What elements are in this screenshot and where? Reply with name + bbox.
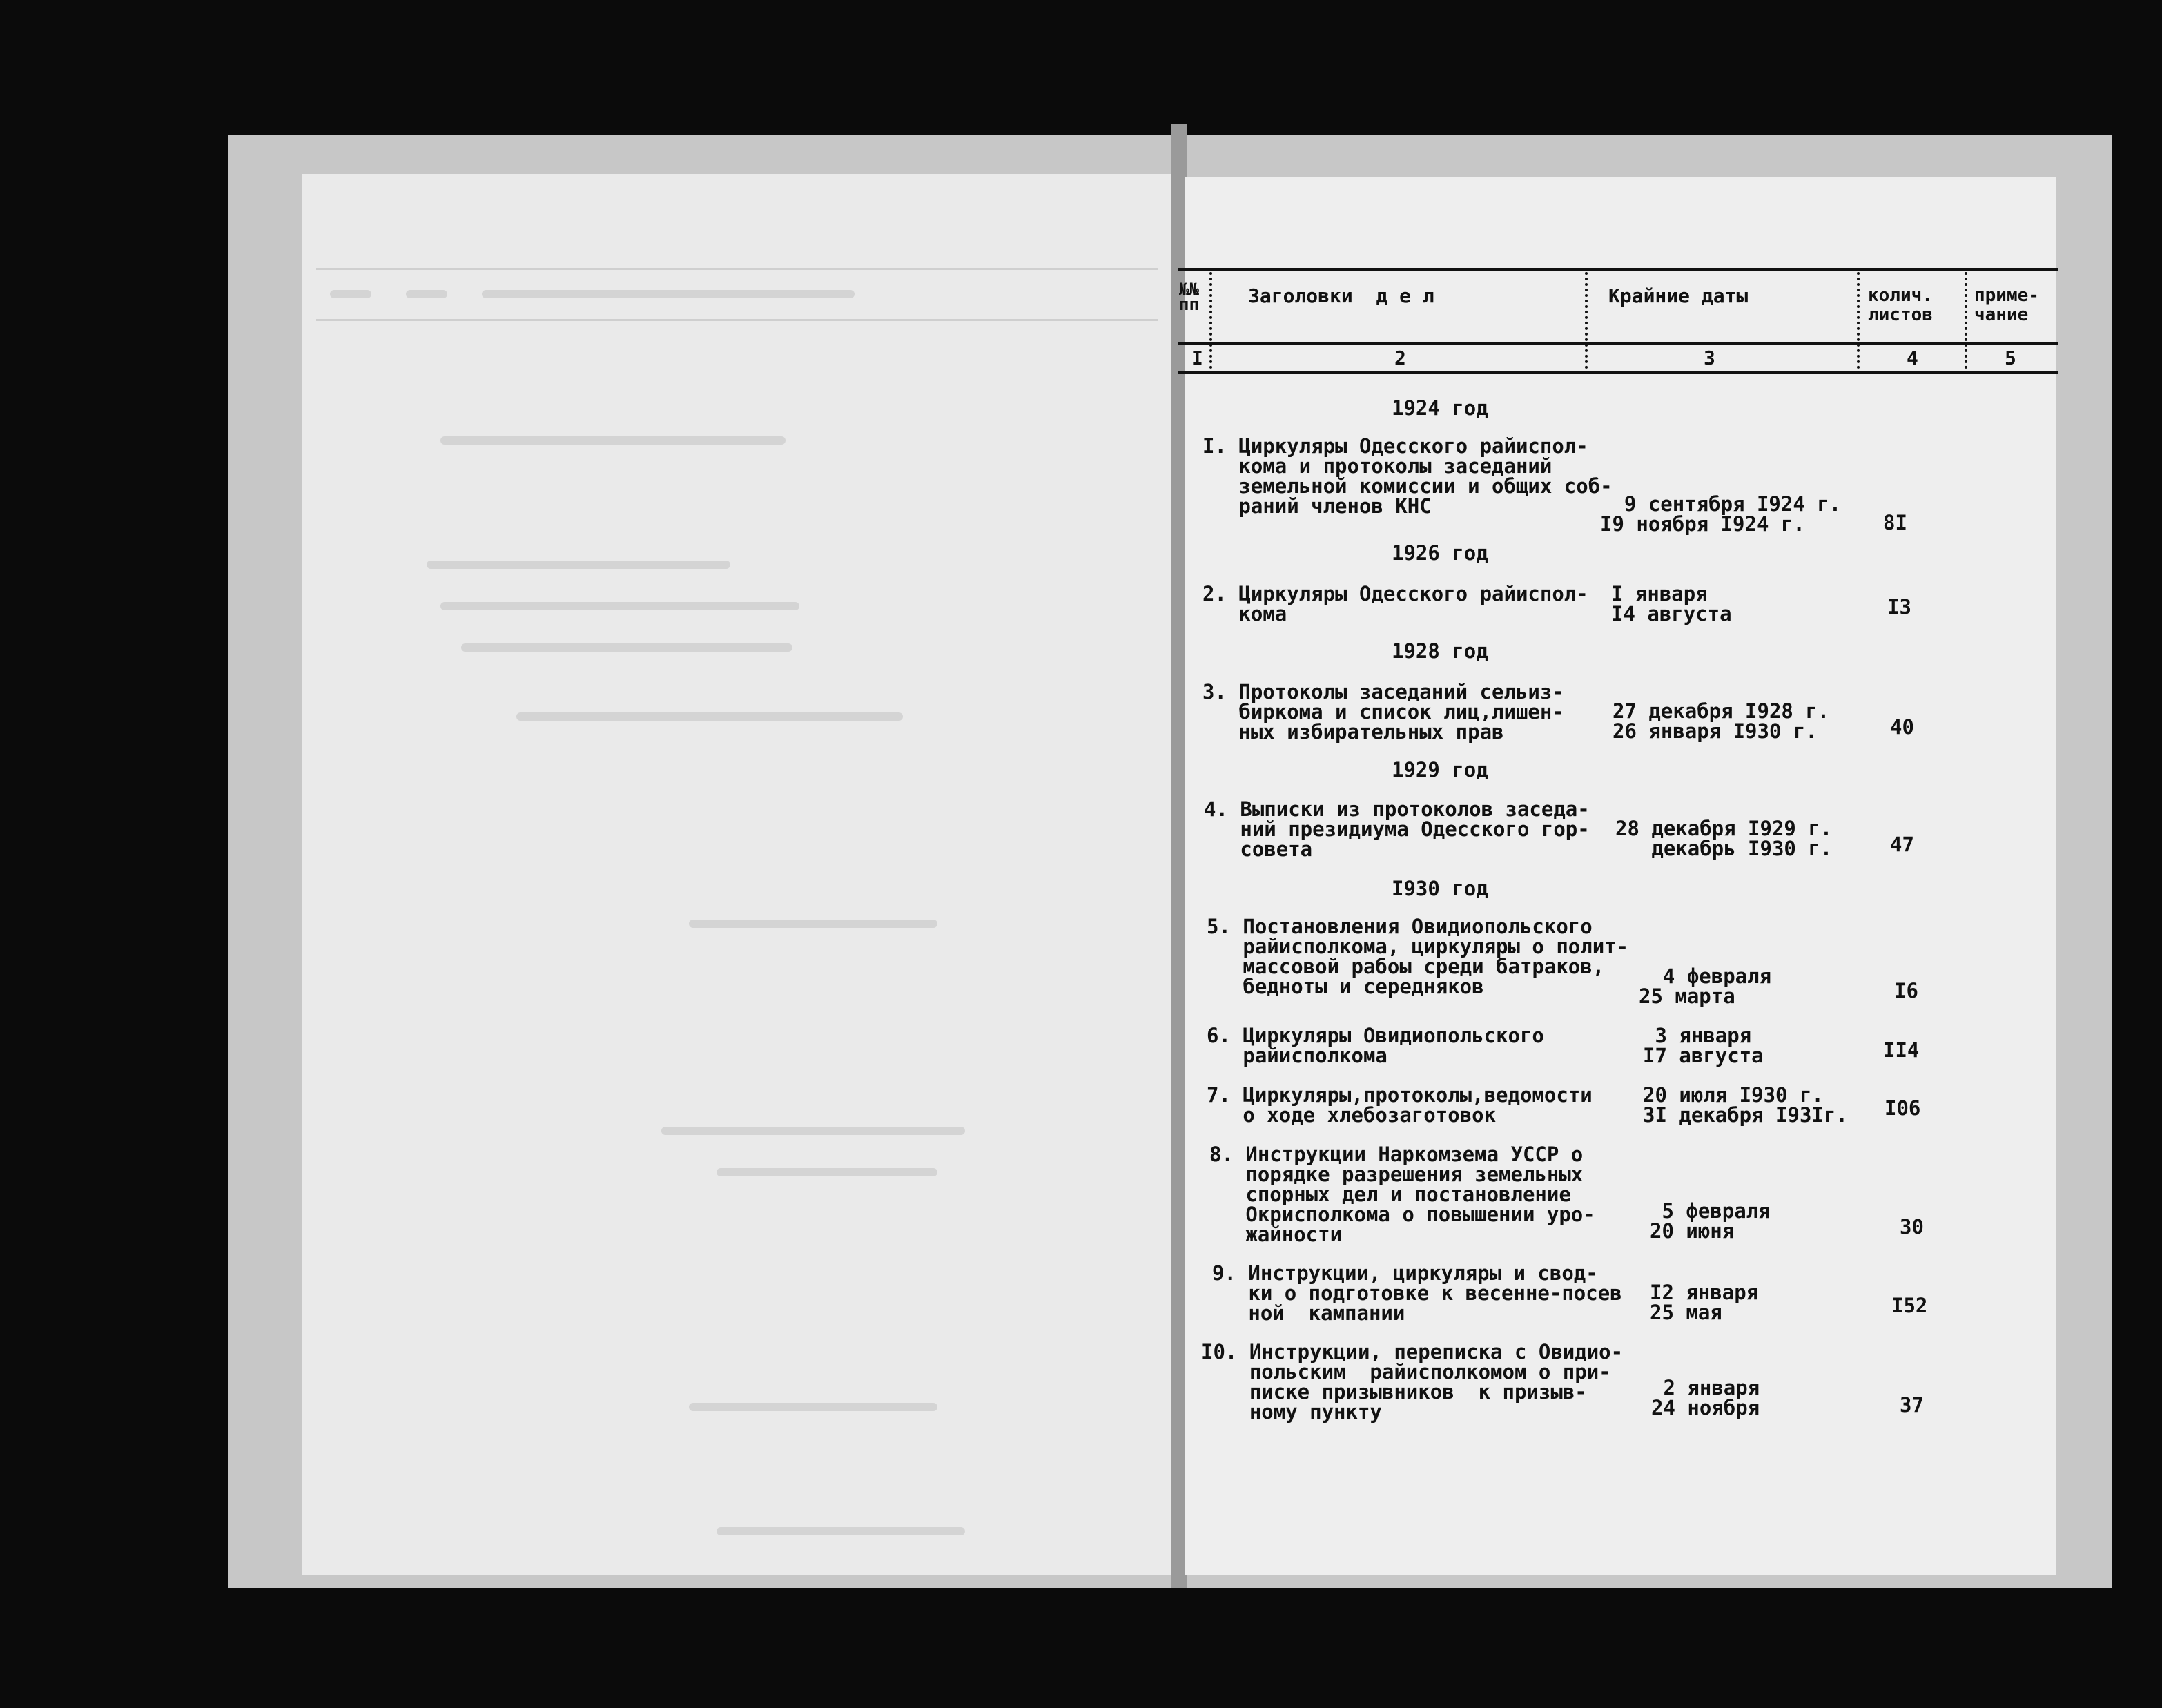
case-sheet-count: 40 (1890, 715, 1914, 739)
bleed-through-rule (316, 319, 1158, 321)
header-sheet-count: колич. листов (1868, 285, 1933, 325)
year-heading: 1926 год (1392, 541, 1488, 565)
bleed-through-text (427, 561, 730, 569)
bleed-through-text (661, 1127, 965, 1135)
case-title: 3. Протоколы заседаний сельиз- биркома и список лиц,лишен- ных избирательных прав (1202, 680, 1564, 744)
case-title: 9. Инструкции, циркуляры и свод- ки о подготовке к весенне-посев ной кампании (1212, 1261, 1622, 1325)
column-number-rule (1178, 371, 2058, 374)
left-page-blank (302, 174, 1173, 1575)
column-separator (1585, 272, 1590, 369)
case-dates: I2 января 25 мая (1650, 1281, 1759, 1324)
year-heading: 1924 год (1392, 396, 1488, 420)
case-sheet-count: 47 (1890, 833, 1914, 856)
bleed-through-text (440, 602, 799, 610)
case-title: I0. Инструкции, переписка с Овидио- польским райисполкомом о при- писке призывников к призыв- ному пункту (1201, 1340, 1624, 1424)
bleed-through-text (461, 643, 792, 652)
case-dates: 4 февраля 25 марта (1639, 964, 1772, 1008)
case-dates: 27 декабря I928 г. 26 января I930 г. (1613, 699, 1830, 743)
case-title: 2. Циркуляры Одесского райиспол- кома (1202, 582, 1588, 625)
case-dates: 3 января I7 августа (1643, 1024, 1764, 1067)
case-dates: 9 сентября I924 г. I9 ноября I924 г. (1600, 492, 1842, 536)
bleed-through-text (440, 436, 786, 445)
bleed-through-text (717, 1527, 965, 1535)
case-sheet-count: I3 (1887, 595, 1911, 619)
bleed-through-rule (316, 268, 1158, 270)
column-separator (1857, 272, 1862, 369)
bleed-through-text (406, 290, 447, 298)
header-date-range: Крайние даты (1608, 284, 1749, 307)
column-number: 4 (1907, 347, 1918, 369)
column-number: 2 (1394, 347, 1406, 369)
case-dates: I января I4 августа (1611, 582, 1732, 625)
column-number: I (1191, 347, 1203, 369)
case-title: 4. Выписки из протоколов заседа- ний президиума Одесского гор- совета (1204, 797, 1590, 861)
column-separator (1209, 272, 1214, 369)
bleed-through-text (482, 290, 855, 298)
case-title: 6. Циркуляры Овидиопольского райисполкома (1207, 1024, 1544, 1067)
header-bottom-rule (1178, 342, 2058, 345)
header-case-titles: Заголовки д е л (1248, 284, 1434, 307)
case-sheet-count: I6 (1894, 979, 1918, 1002)
case-title: 7. Циркуляры,протоколы,ведомости о ходе хлебозаготовок (1207, 1083, 1593, 1127)
year-heading: 1929 год (1392, 758, 1488, 782)
case-sheet-count: I52 (1891, 1294, 1928, 1317)
bleed-through-text (516, 712, 903, 721)
header-number: №№ пп (1179, 280, 1199, 314)
case-sheet-count: 30 (1900, 1215, 1924, 1239)
year-heading: I930 год (1392, 877, 1488, 900)
case-dates: 2 января 24 ноября (1651, 1376, 1760, 1419)
bleed-through-text (689, 920, 937, 928)
year-heading: 1928 год (1392, 639, 1488, 663)
header-notes: приме- чание (1974, 285, 2039, 325)
case-title: I. Циркуляры Одесского райиспол- кома и протоколы заседаний земельной комиссии и общих соб- раний членов КНС (1202, 434, 1613, 518)
case-title: 8. Инструкции Наркомзема УССР о порядке разрешения земельных спорных дел и постановление Окрисполкома о повышении уро- жайности (1209, 1143, 1595, 1246)
case-dates: 20 июля I930 г. 3I декабря I93Iг. (1643, 1083, 1848, 1127)
case-sheet-count: 8I (1883, 511, 1907, 534)
column-number: 5 (2005, 347, 2016, 369)
column-separator (1965, 272, 1969, 369)
case-title: 5. Постановления Овидиопольского райисполкома, циркуляры о полит- массовой рабоы среди батраков, бедноты и середняков (1207, 915, 1629, 998)
bleed-through-text (330, 290, 371, 298)
case-dates: 28 декабря I929 г. декабрь I930 г. (1615, 817, 1833, 860)
bleed-through-text (717, 1168, 937, 1176)
case-sheet-count: II4 (1883, 1038, 1920, 1062)
case-sheet-count: 37 (1900, 1393, 1924, 1417)
bleed-through-text (689, 1403, 937, 1411)
header-top-rule (1178, 268, 2058, 271)
column-number: 3 (1704, 347, 1715, 369)
case-dates: 5 февраля 20 июня (1650, 1199, 1771, 1243)
case-sheet-count: I06 (1885, 1096, 1921, 1120)
